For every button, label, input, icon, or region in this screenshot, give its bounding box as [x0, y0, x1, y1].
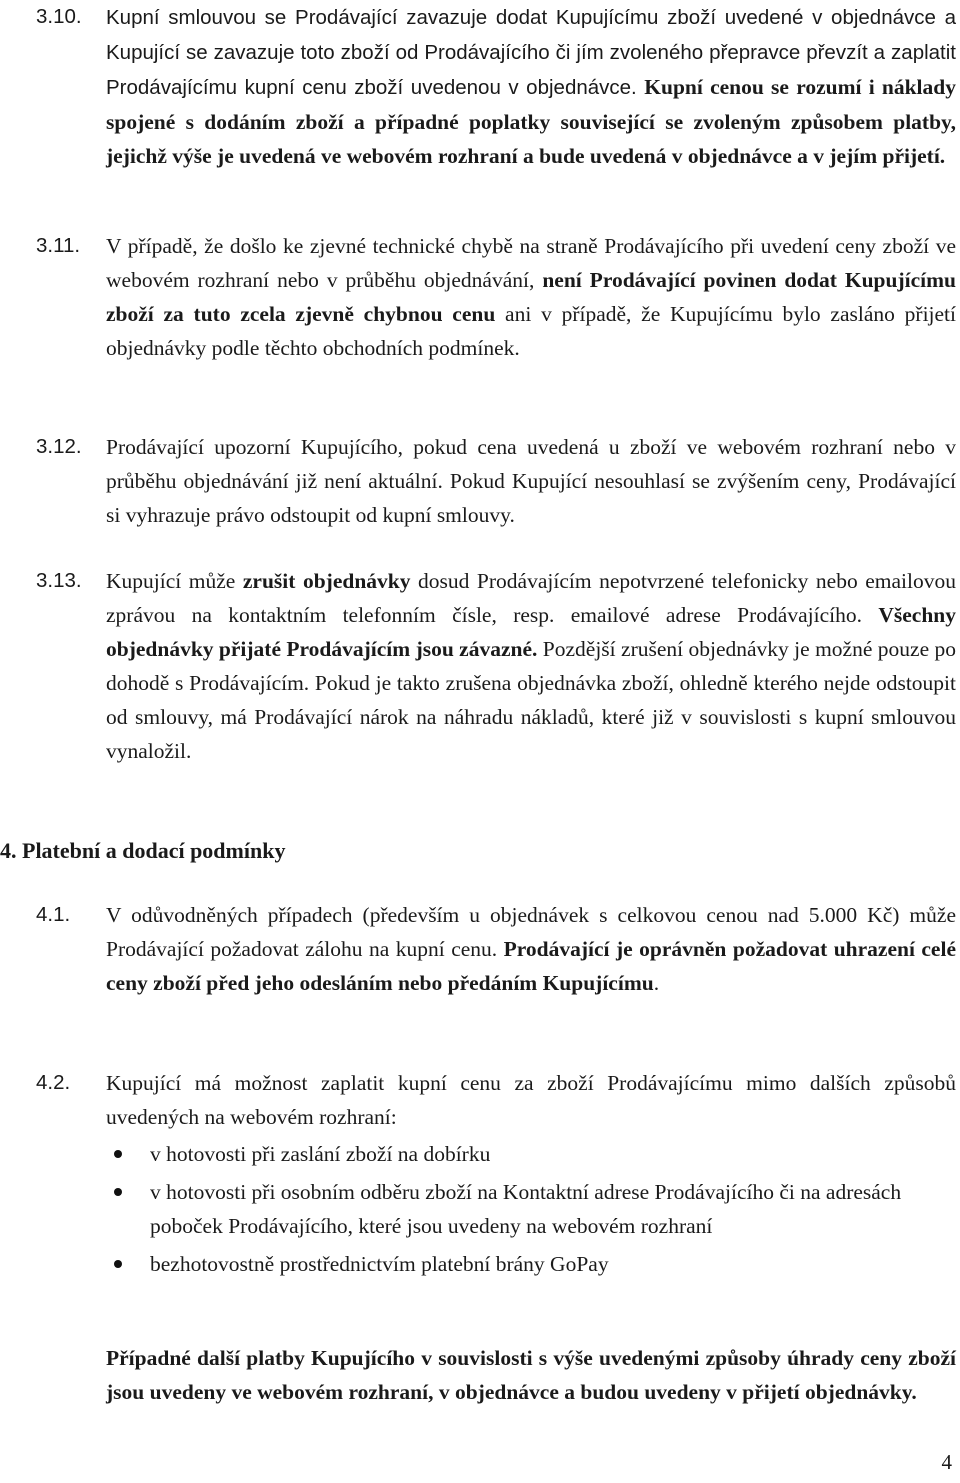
clause-number: 3.12.	[36, 435, 82, 458]
clause-text-regular: Kupní smlouvou se Prodávající zavazuje dodat Kupujícímu zboží uvedené v objednávce a Kupující se zavazuje toto zboží od Prodávajícího či jím zvoleného přepravce převzít a zaplatit Prodávajícímu kupní cenu zboží uvedenou v objednávce.	[106, 6, 956, 99]
clause-text-regular: ani v případě, že Kupujícímu bylo zasláno přijetí objednávky podle těchto obchodních podmínek.	[106, 302, 956, 360]
section-heading: 4. Platební a dodací podmínky	[0, 838, 286, 863]
clause-text-regular: Kupující může	[106, 569, 243, 593]
clause-number: 3.13.	[36, 569, 82, 592]
list-item	[106, 1137, 956, 1171]
page-number: 4	[941, 1450, 952, 1474]
clause-number: 4.1.	[36, 903, 71, 926]
clause-text	[106, 430, 956, 532]
bullet-icon	[114, 1188, 122, 1196]
list-item-text: v hotovosti při osobním odběru zboží na Kontaktní adrese Prodávajícího či na adresách poboček Prodávajícího, které jsou uvedeny na webovém rozhraní	[150, 1180, 902, 1238]
payment-methods-list	[106, 1137, 956, 1285]
clause-text	[106, 229, 956, 365]
clause-text-bold: Všechny objednávky přijaté Prodávajícím jsou závazné.	[106, 603, 956, 661]
clause-text-regular: .	[653, 971, 660, 995]
list-item	[106, 1175, 956, 1243]
clause-text	[106, 564, 956, 768]
clause-number: 3.11.	[36, 234, 81, 257]
clause-text	[106, 898, 956, 1000]
bullet-icon	[114, 1150, 122, 1158]
clause-text-regular: V odůvodněných případech (především u objednávek s celkovou cenou nad 5.000 Kč) může Prodávající požadovat zálohu na kupní cenu.	[106, 903, 956, 961]
list-item-text: bezhotovostně prostřednictvím platební brány GoPay	[150, 1252, 609, 1276]
clause-number: 4.2.	[36, 1071, 71, 1094]
clause-text-regular: Kupující má možnost zaplatit kupní cenu za zboží Prodávajícímu mimo dalších způsobů uvedených na webovém rozhraní:	[106, 1071, 956, 1129]
list-item	[106, 1247, 956, 1281]
clause-text-bold: Kupní cenou se rozumí i náklady spojené s dodáním zboží a případné poplatky související se zvoleným způsobem platby, jejichž výše je uvedená ve webovém rozhraní a bude uvedená v objednávce a v jejím přijetí.	[106, 75, 956, 168]
clause-text-regular: dosud Prodávajícím nepotvrzené telefonicky nebo emailovou zprávou na kontaktním telefonním čísle, resp. emailové adrese Prodávajícího.	[106, 569, 956, 627]
clause-text-regular: V případě, že došlo ke zjevné technické chybě na straně Prodávajícího při uvedení ceny zboží ve webovém rozhraní nebo v průběhu objednávání,	[106, 234, 956, 292]
clause-text	[106, 1066, 956, 1134]
clause-text-bold: není Prodávající povinen dodat Kupujícímu zboží za tuto zcela zjevně chybnou cenu	[106, 268, 956, 326]
clause-text-bold: Prodávající je oprávněn požadovat uhrazení celé ceny zboží před jeho odesláním nebo předáním Kupujícímu	[106, 937, 956, 995]
clause-text-regular: Prodávající upozorní Kupujícího, pokud cena uvedená u zboží ve webovém rozhraní nebo v průběhu objednávání již není aktuální. Pokud Kupující nesouhlasí se zvýšením ceny, Prodávající si vyhrazuje právo odstoupit od kupní smlouvy.	[106, 435, 956, 527]
list-item-text: v hotovosti při zaslání zboží na dobírku	[150, 1142, 491, 1166]
closing-paragraph: Případné další platby Kupujícího v souvislosti s výše uvedenými způsoby úhrady ceny zboží jsou uvedeny ve webovém rozhraní, v objednávce a budou uvedeny v přijetí objednávky.	[106, 1346, 956, 1404]
clause-text	[106, 0, 956, 173]
clause-text-regular: Pozdější zrušení objednávky je možné pouze po dohodě s Prodávajícím. Pokud je takto zrušena objednávka zboží, ohledně kterého nejde odstoupit od smlouvy, má Prodávající nárok na náhradu nákladů, které již v souvislosti s kupní smlouvou vynaložil.	[106, 637, 956, 763]
clause-text-bold: zrušit objednávky	[242, 569, 411, 593]
clause-number: 3.10.	[36, 5, 82, 28]
bullet-icon	[114, 1260, 122, 1268]
